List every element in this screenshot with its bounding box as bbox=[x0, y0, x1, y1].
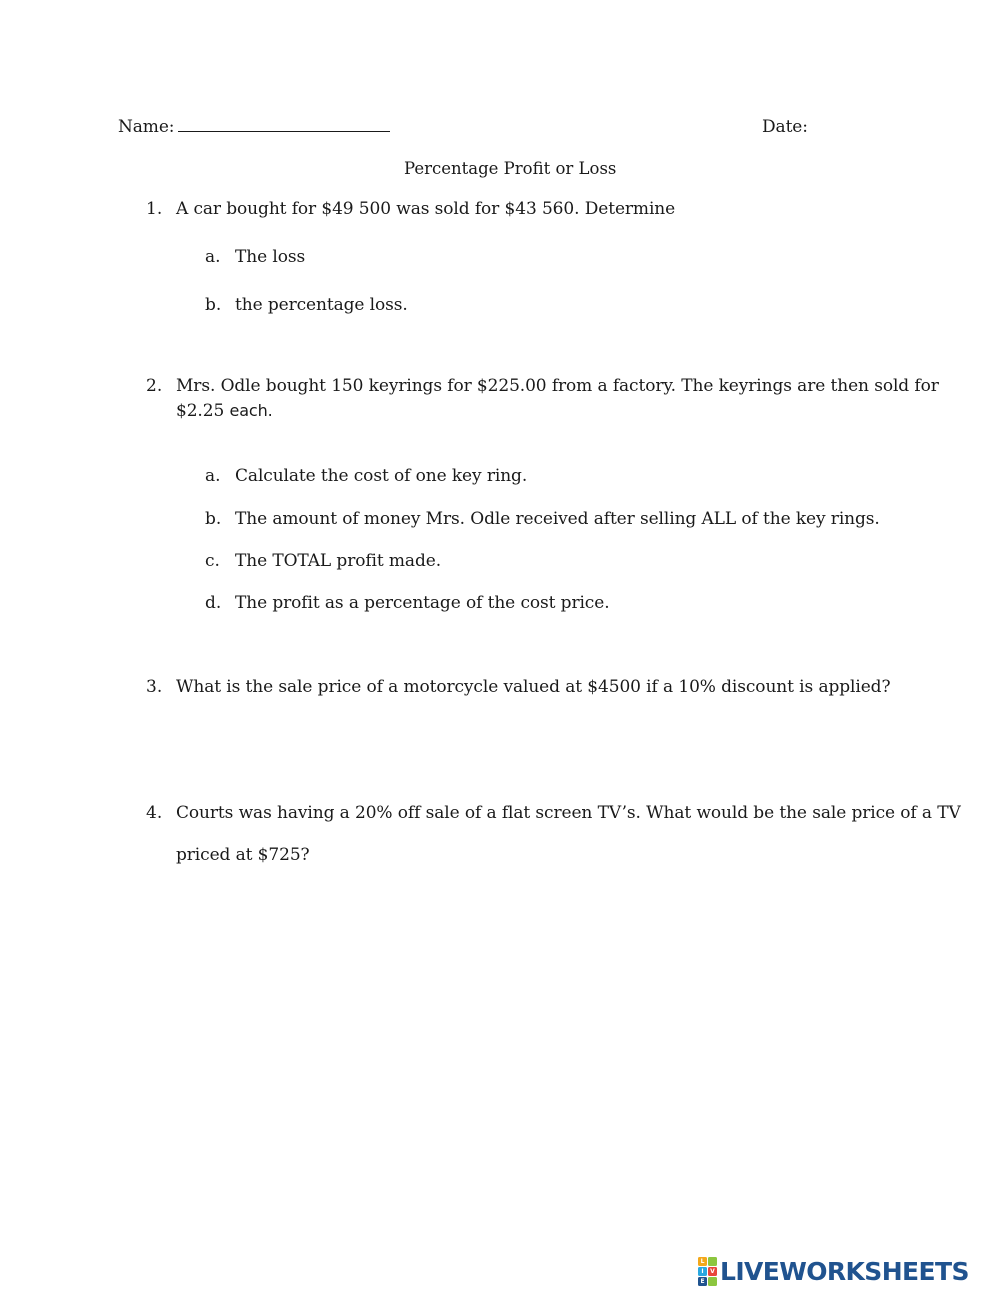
logo-block: E bbox=[698, 1277, 707, 1286]
liveworksheets-logo[interactable] bbox=[698, 1258, 969, 1284]
logo-block: I bbox=[698, 1267, 707, 1276]
name-blank-line bbox=[178, 117, 390, 132]
logo-block bbox=[708, 1277, 717, 1286]
q1b-text: the percentage loss. bbox=[235, 295, 408, 315]
date-label: Date: bbox=[762, 117, 808, 137]
page-title: Percentage Profit or Loss bbox=[404, 159, 617, 178]
q2-text-line2-prefix: $2.25 bbox=[176, 401, 230, 421]
logo-blocks-icon bbox=[698, 1257, 717, 1286]
logo-block: L bbox=[698, 1257, 707, 1266]
logo-block: V bbox=[708, 1267, 717, 1276]
logo-text: LIVEWORKSHEETS bbox=[720, 1256, 969, 1286]
q1-text: A car bought for $49 500 was sold for $43 560. Determine bbox=[176, 199, 676, 219]
q3-text: What is the sale price of a motorcycle valued at $4500 if a 10% discount is applied? bbox=[176, 677, 891, 697]
q2d-text: The profit as a percentage of the cost price. bbox=[235, 593, 610, 613]
q4-text-line2: priced at $725? bbox=[176, 845, 310, 865]
q2b-letter: b. bbox=[205, 509, 222, 529]
q2-emphasis: each. bbox=[229, 401, 273, 420]
q4-number: 4. bbox=[146, 803, 163, 823]
q2-text-line1: Mrs. Odle bought 150 keyrings for $225.00 from a factory. The keyrings are then sold for bbox=[176, 376, 939, 396]
q2c-text: The TOTAL profit made. bbox=[235, 551, 442, 571]
q2-text-line2 bbox=[176, 401, 273, 421]
q2c-letter: c. bbox=[205, 551, 220, 571]
q2d-letter: d. bbox=[205, 593, 222, 613]
q2a-letter: a. bbox=[205, 466, 221, 486]
q2-number: 2. bbox=[146, 376, 163, 396]
q2a-text: Calculate the cost of one key ring. bbox=[235, 466, 528, 486]
q1a-text: The loss bbox=[235, 247, 306, 267]
q1-number: 1. bbox=[146, 199, 163, 219]
q1b-letter: b. bbox=[205, 295, 222, 315]
q1a-letter: a. bbox=[205, 247, 221, 267]
q3-number: 3. bbox=[146, 677, 163, 697]
q4-text-line1: Courts was having a 20% off sale of a flat screen TV’s. What would be the sale price of a TV bbox=[176, 803, 961, 823]
name-label: Name: bbox=[118, 117, 175, 137]
name-field bbox=[118, 117, 390, 137]
logo-block bbox=[708, 1257, 717, 1266]
q2b-text: The amount of money Mrs. Odle received after selling ALL of the key rings. bbox=[235, 509, 880, 529]
